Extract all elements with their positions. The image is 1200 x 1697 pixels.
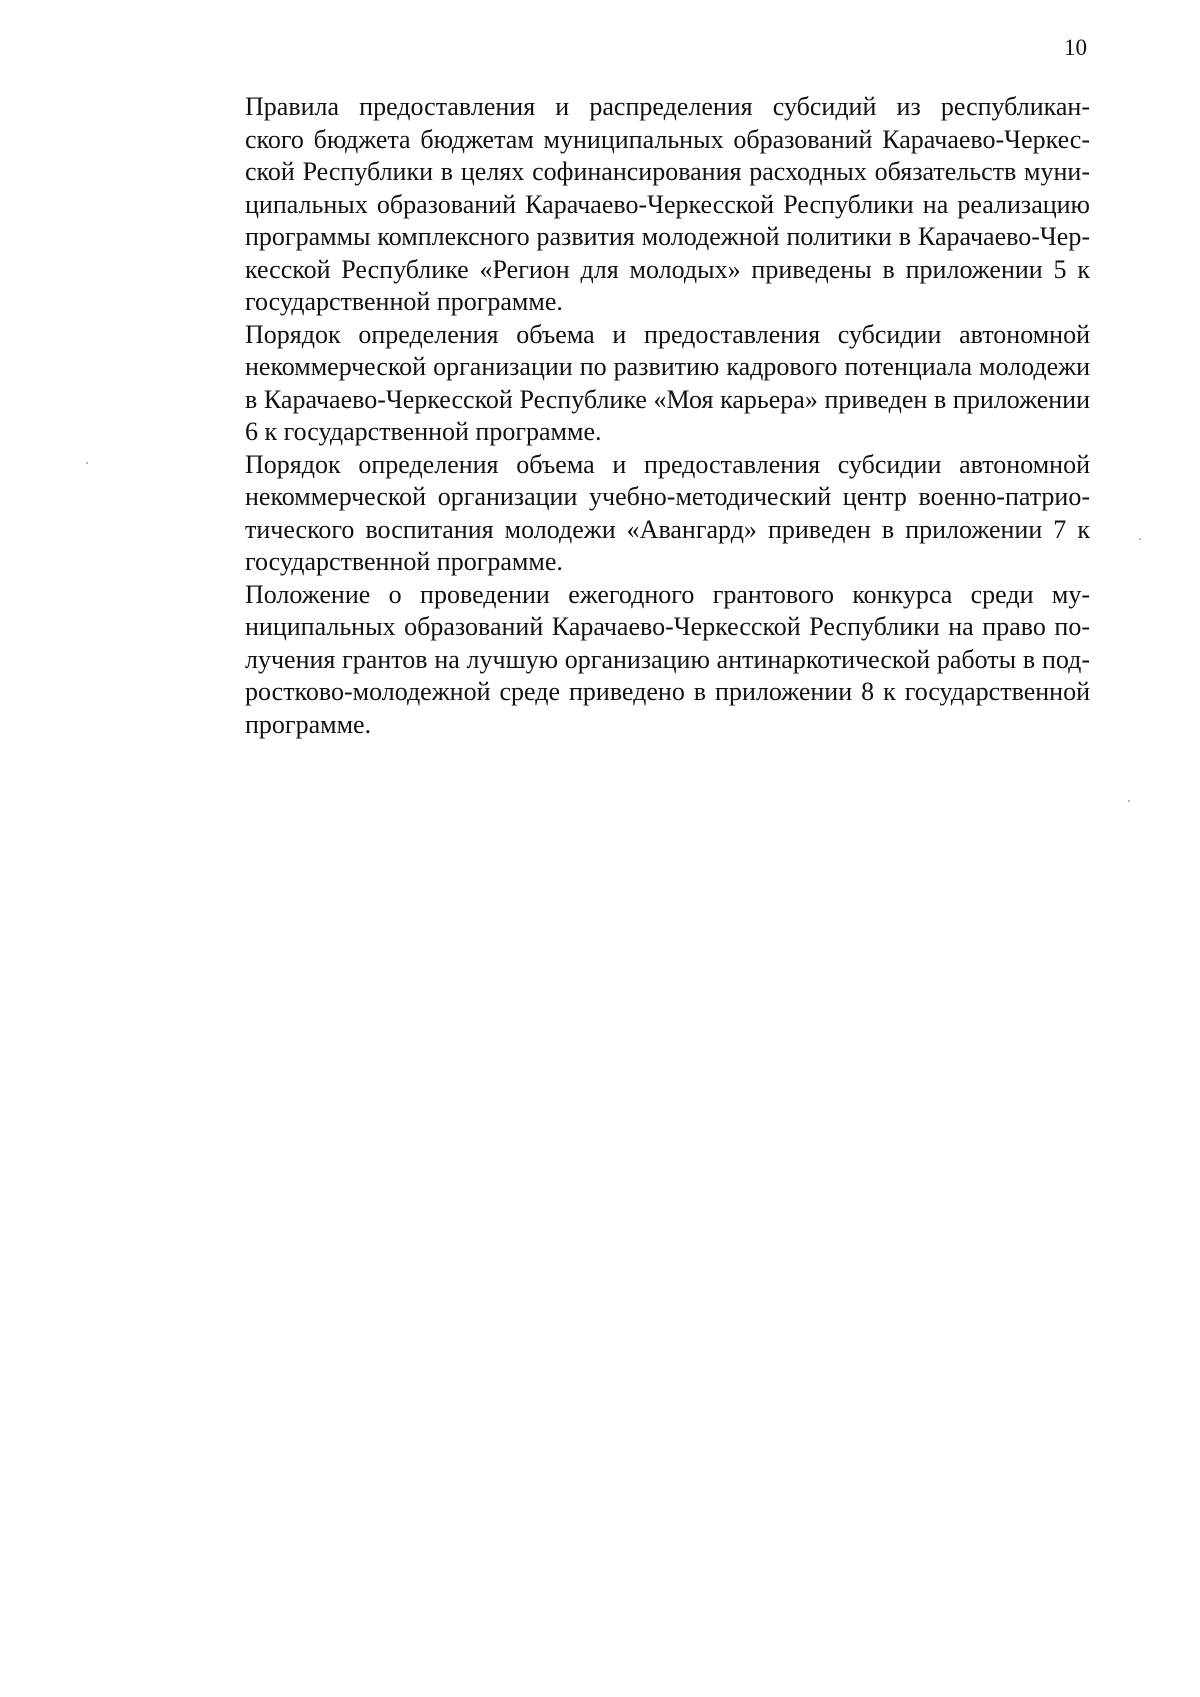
text-line: 6 к государственной программе. [245,417,602,446]
text-line: в Карачаево-Черкесской Республике «Моя карьера» приведен в приложении [245,384,1090,414]
text-line: программе. [245,709,372,739]
scan-speck [86,462,88,464]
text-line: ского бюджета бюджетам муниципальных образований Карачаево-Черкес- [245,124,1090,154]
paragraph-grant-competition [170,579,1090,742]
text-line: Положение о проведении ежегодного грантового конкурса среди му- [245,579,1090,609]
text-line: некоммерческой организации учебно-методический центр военно-патрио- [245,482,1090,511]
page-number: 10 [1064,35,1087,60]
text-line: ципальных образований Карачаево-Черкесской Республики на реализацию [245,189,1090,219]
text-line: лучения грантов на лучшую организацию антинаркотической работы в под- [245,644,1090,674]
text-line: ростково-молодежной среде приведено в приложении 8 к государственной [245,677,1090,706]
text-line: Правила предоставления и распределения субсидий из республикан- [245,92,1090,121]
text-line: ниципальных образований Карачаево-Черкесской Республики на право по- [245,612,1090,641]
text-line: Порядок определения объема и предоставления субсидии автономной [245,319,1090,349]
scan-speck [1128,800,1130,802]
text-line: программы комплексного развития молодежной политики в Карачаево-Чер- [245,222,1090,251]
text-line: государственной программе. [245,547,563,576]
text-line: ской Республики в целях софинансирования расходных обязательств муни- [245,157,1090,186]
scan-speck [1139,538,1141,540]
text-line: тического воспитания молодежи «Авангард» приведен в приложении 7 к [245,514,1090,544]
text-line: кесской Республике «Регион для молодых» приведены в приложении 5 к [245,254,1090,284]
text-line: государственной программе. [245,287,563,316]
paragraph-avangard-subsidy [170,449,1090,579]
text-line: Порядок определения объема и предоставления субсидии автономной [245,449,1090,479]
document-body [170,91,1090,741]
paragraph-regional-subsidies-rules [170,91,1090,319]
text-line: некоммерческой организации по развитию кадрового потенциала молодежи [245,352,1090,381]
paragraph-my-career-subsidy [170,319,1090,449]
